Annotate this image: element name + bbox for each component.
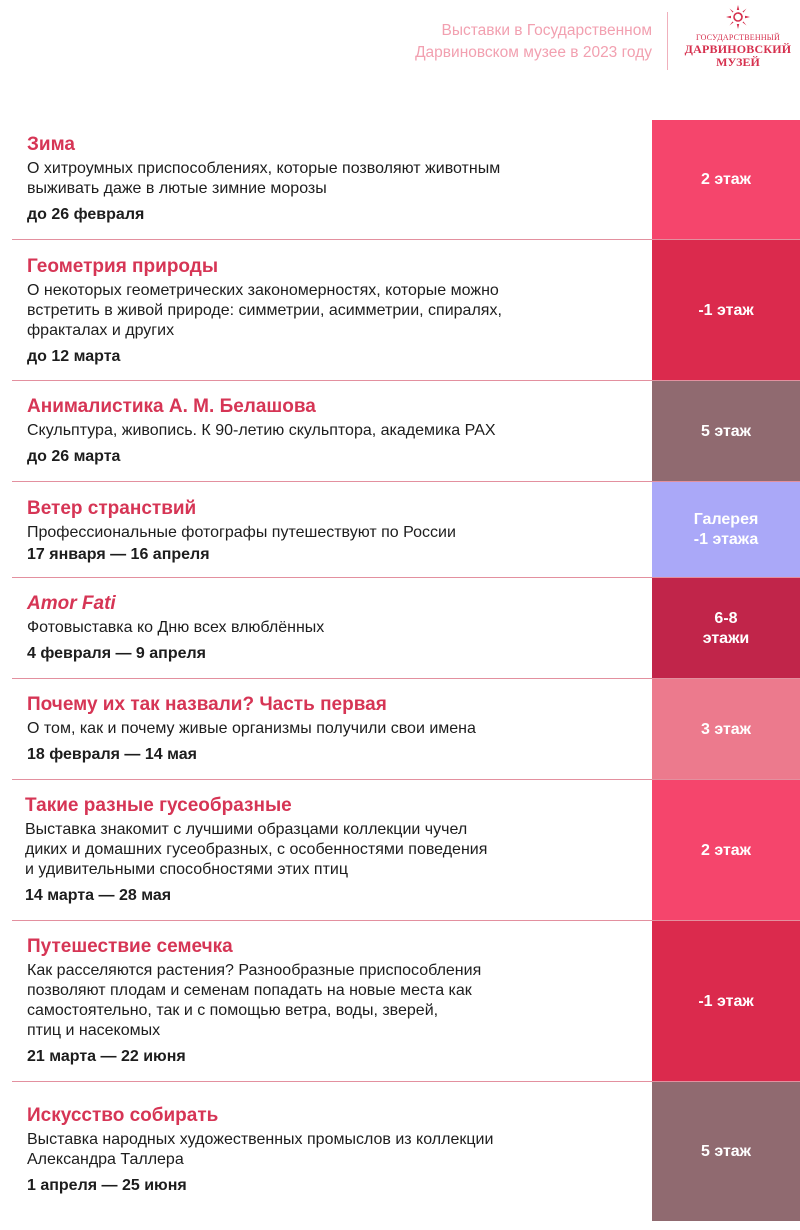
museum-logo[interactable] (676, 4, 800, 74)
exhibition-dates: до 26 марта (27, 448, 121, 465)
exhibition-dates: 21 марта — 22 июня (27, 1048, 186, 1065)
logo-line-2: ДАРВИНОВСКИЙ (684, 42, 792, 56)
exhibition-dates: 1 апреля — 25 июня (27, 1177, 187, 1194)
exhibition-title: Почему их так назвали? Часть первая (27, 694, 387, 715)
floor-badge: 2 этаж (652, 120, 800, 240)
floor-badge: Галерея -1 этажа (652, 482, 800, 578)
header (0, 0, 800, 100)
exhibition-title: Геометрия природы (27, 256, 219, 277)
exhibition-row-names[interactable] (0, 679, 800, 780)
floor-badge: 5 этаж (652, 381, 800, 482)
exhibition-description: О хитроумных приспособлениях, которые позволяют животным выживать даже в лютые зимние морозы (27, 160, 501, 197)
exhibition-description: Как расселяются растения? Разнообразные приспособления позволяют плодам и семенам попадать на новые места как самостоятельно, так и с помощью ветра, воды, зверей, птиц и насекомых (27, 962, 482, 1039)
exhibition-description: Фотовыставка ко Дню всех влюблённых (27, 619, 325, 636)
exhibition-description: Выставка знакомит с лучшими образцами коллекции чучел диких и домашних гусеобразных, с особенностями поведения и удивительными способностями этих птиц (25, 821, 488, 878)
exhibition-description: Скульптура, живопись. К 90-летию скульптора, академика РАХ (27, 422, 496, 439)
exhibition-title: Зима (27, 134, 75, 155)
exhibition-content (27, 1104, 640, 1196)
exhibition-row-geometry[interactable] (0, 240, 800, 381)
page-title-line-2: Дарвиновском музее в 2023 году (415, 44, 652, 61)
exhibition-row-wind[interactable] (0, 482, 800, 578)
exhibitions-list (0, 120, 800, 1221)
exhibition-dates: 14 марта — 28 мая (25, 887, 172, 904)
floor-badge: 6-8 этажи (652, 578, 800, 679)
exhibition-description: О некоторых геометрических закономерностях, которые можно встретить в живой природе: симметрии, асимметрии, спиралях, фракталах и других (27, 282, 502, 339)
sun-spiral-icon (676, 4, 800, 30)
page-title (332, 20, 652, 64)
exhibition-title: Искусство собирать (27, 1105, 219, 1126)
exhibition-dates: до 12 марта (27, 348, 121, 365)
floor-badge: 2 этаж (652, 780, 800, 921)
logo-line-1: ГОСУДАРСТВЕННЫЙ (696, 33, 780, 42)
logo-line-3: МУЗЕЙ (716, 55, 760, 69)
exhibition-description: Выставка народных художественных промыслов из коллекции Александра Таллера (27, 1131, 494, 1168)
exhibition-title: Анималистика А. М. Белашова (27, 396, 316, 417)
exhibition-description: Профессиональные фотографы путешествуют по России (27, 524, 456, 541)
exhibition-title: Путешествие семечка (27, 936, 233, 957)
exhibition-content (25, 794, 640, 906)
header-divider (667, 12, 668, 70)
exhibition-row-geese[interactable] (0, 780, 800, 921)
exhibition-title: Amor Fati (27, 593, 116, 614)
exhibition-title: Такие разные гусеобразные (25, 795, 292, 816)
page-title-line-1: Выставки в Государственном (441, 22, 652, 39)
exhibition-content (27, 693, 640, 765)
floor-badge: 3 этаж (652, 679, 800, 780)
exhibition-row-seed[interactable] (0, 921, 800, 1082)
exhibition-content (27, 497, 640, 565)
exhibition-description: О том, как и почему живые организмы получили свои имена (27, 720, 476, 737)
exhibition-dates: 17 января — 16 апреля (27, 546, 210, 563)
floor-badge: -1 этаж (652, 921, 800, 1082)
exhibition-dates: 18 февраля — 14 мая (27, 746, 197, 763)
exhibition-content (27, 255, 640, 367)
exhibition-content (27, 395, 640, 467)
floor-badge: 5 этаж (652, 1082, 800, 1221)
exhibition-content (27, 133, 640, 225)
exhibition-row-zima[interactable] (0, 120, 800, 240)
exhibition-dates: 4 февраля — 9 апреля (27, 645, 207, 662)
exhibition-content (27, 592, 640, 664)
exhibition-title: Ветер странствий (27, 498, 197, 519)
exhibition-content (27, 935, 640, 1067)
exhibition-row-animalistics[interactable] (0, 381, 800, 482)
exhibition-dates: до 26 февраля (27, 206, 145, 223)
floor-badge: -1 этаж (652, 240, 800, 381)
exhibition-row-amor-fati[interactable] (0, 578, 800, 679)
exhibition-row-collecting[interactable] (0, 1082, 800, 1221)
